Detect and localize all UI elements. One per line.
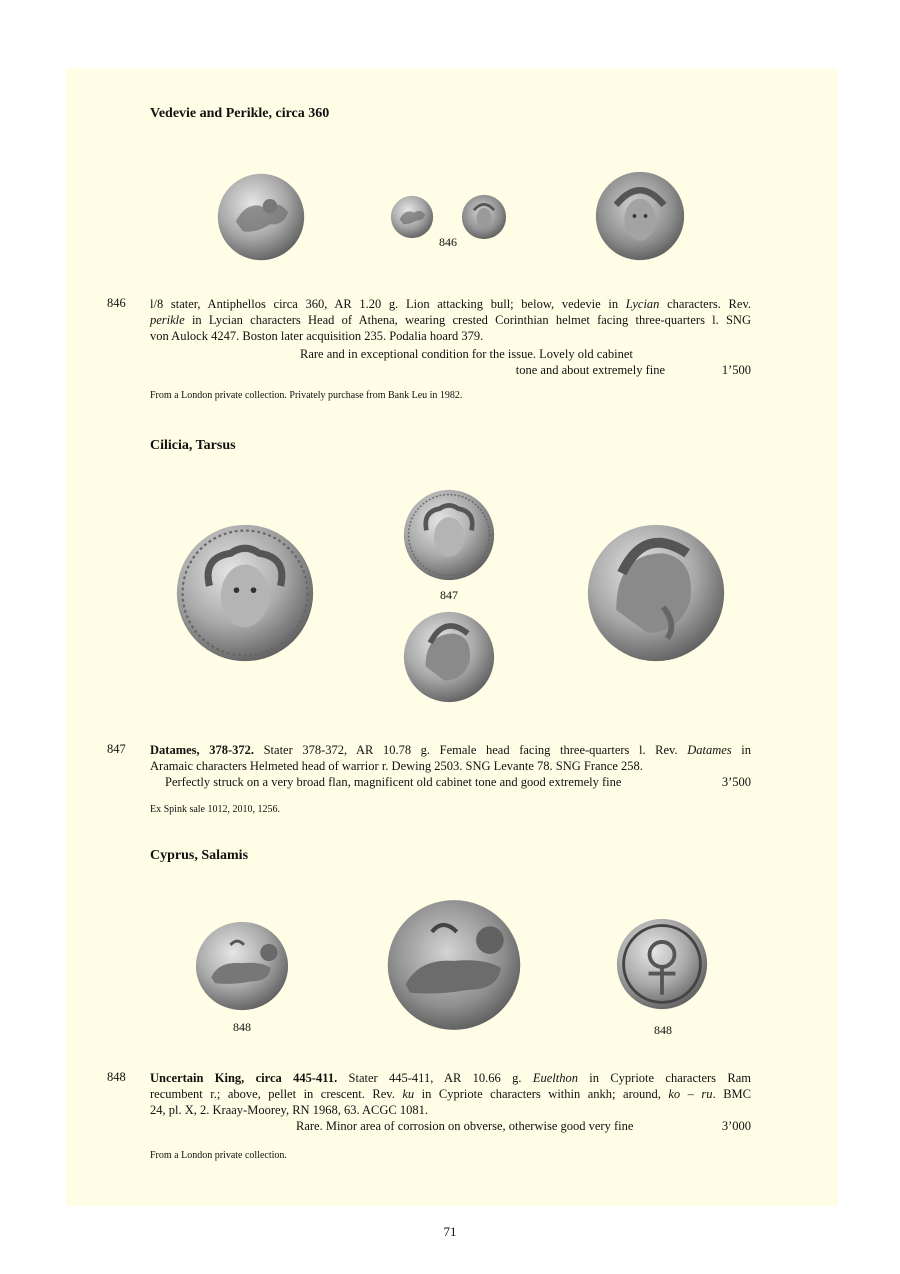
female-head-coin-icon [402,488,496,582]
athena-head-coin-icon [594,170,686,262]
coin-label: 848 [654,1023,672,1037]
lot-description: Datames, 378-372. Stater 378-372, AR 10.78 g. Female head facing three-quarters l. Rev. Datames in Aramaic characters Helmeted head of warrior r. Dewing 2503. SNG Levante 78. SNG France 258. [150,743,751,773]
provenance: From a London private collection. [150,1150,287,1161]
grade-text: Perfectly struck on a very broad flan, magnificent old cabinet tone and good extremely fine [165,775,622,789]
coin-label: 848 [233,1020,251,1034]
provenance: From a London private collection. Privately purchase from Bank Leu in 1982. [150,390,463,401]
page-number: 71 [443,1224,457,1239]
warrior-head-coin-icon [402,610,496,704]
section-heading: Cilicia, Tarsus [150,438,236,453]
athena-head-coin-icon [461,194,507,240]
estimate: 3’000 [721,1119,751,1133]
grade-text: tone and about extremely fine [515,363,665,377]
estimate: 1’500 [721,363,751,377]
lot-number: 847 [107,742,126,756]
warrior-head-coin-icon [585,522,727,664]
lion-bull-coin-icon [390,195,434,239]
coin-label: 847 [440,588,458,602]
ram-coin-icon [192,918,292,1014]
female-head-coin-icon [174,522,316,664]
lion-bull-coin-icon [216,172,306,262]
coin-label: 846 [439,235,457,249]
ram-coin-icon [378,896,530,1034]
estimate: 3’500 [721,775,751,789]
lot-number: 846 [107,296,126,310]
lot-number: 848 [107,1070,126,1084]
provenance: Ex Spink sale 1012, 2010, 1256. [150,804,280,815]
lot-description: l/8 stater, Antiphellos circa 360, AR 1.20 g. Lion attacking bull; below, vedevie in Lycian characters. Rev. perikle in Lycian characters Head of Athena, wearing crested Corinthian helmet facing three-quarters l. SNG von Aulock 4247. Boston later acquisition 235. Podalia hoard 379. [150,297,752,343]
ankh-coin-icon [614,916,710,1012]
section-heading: Vedevie and Perikle, circa 360 [150,106,330,121]
grade-text: Rare and in exceptional condition for the issue. Lovely old cabinet [300,347,633,361]
section-heading: Cyprus, Salamis [150,848,249,863]
grade-text: Rare. Minor area of corrosion on obverse, otherwise good very fine [296,1119,634,1133]
lot-description: Uncertain King, circa 445-411. Stater 445-411, AR 10.66 g. Euelthon in Cypriote characters Ram recumbent r.; above, pellet in crescent. Rev. ku in Cypriote characters within ankh; around, ko – ru. BMC 24, pl. X, 2. Kraay-Moorey, RN 1968, 63. ACGC 1081. [150,1071,751,1117]
